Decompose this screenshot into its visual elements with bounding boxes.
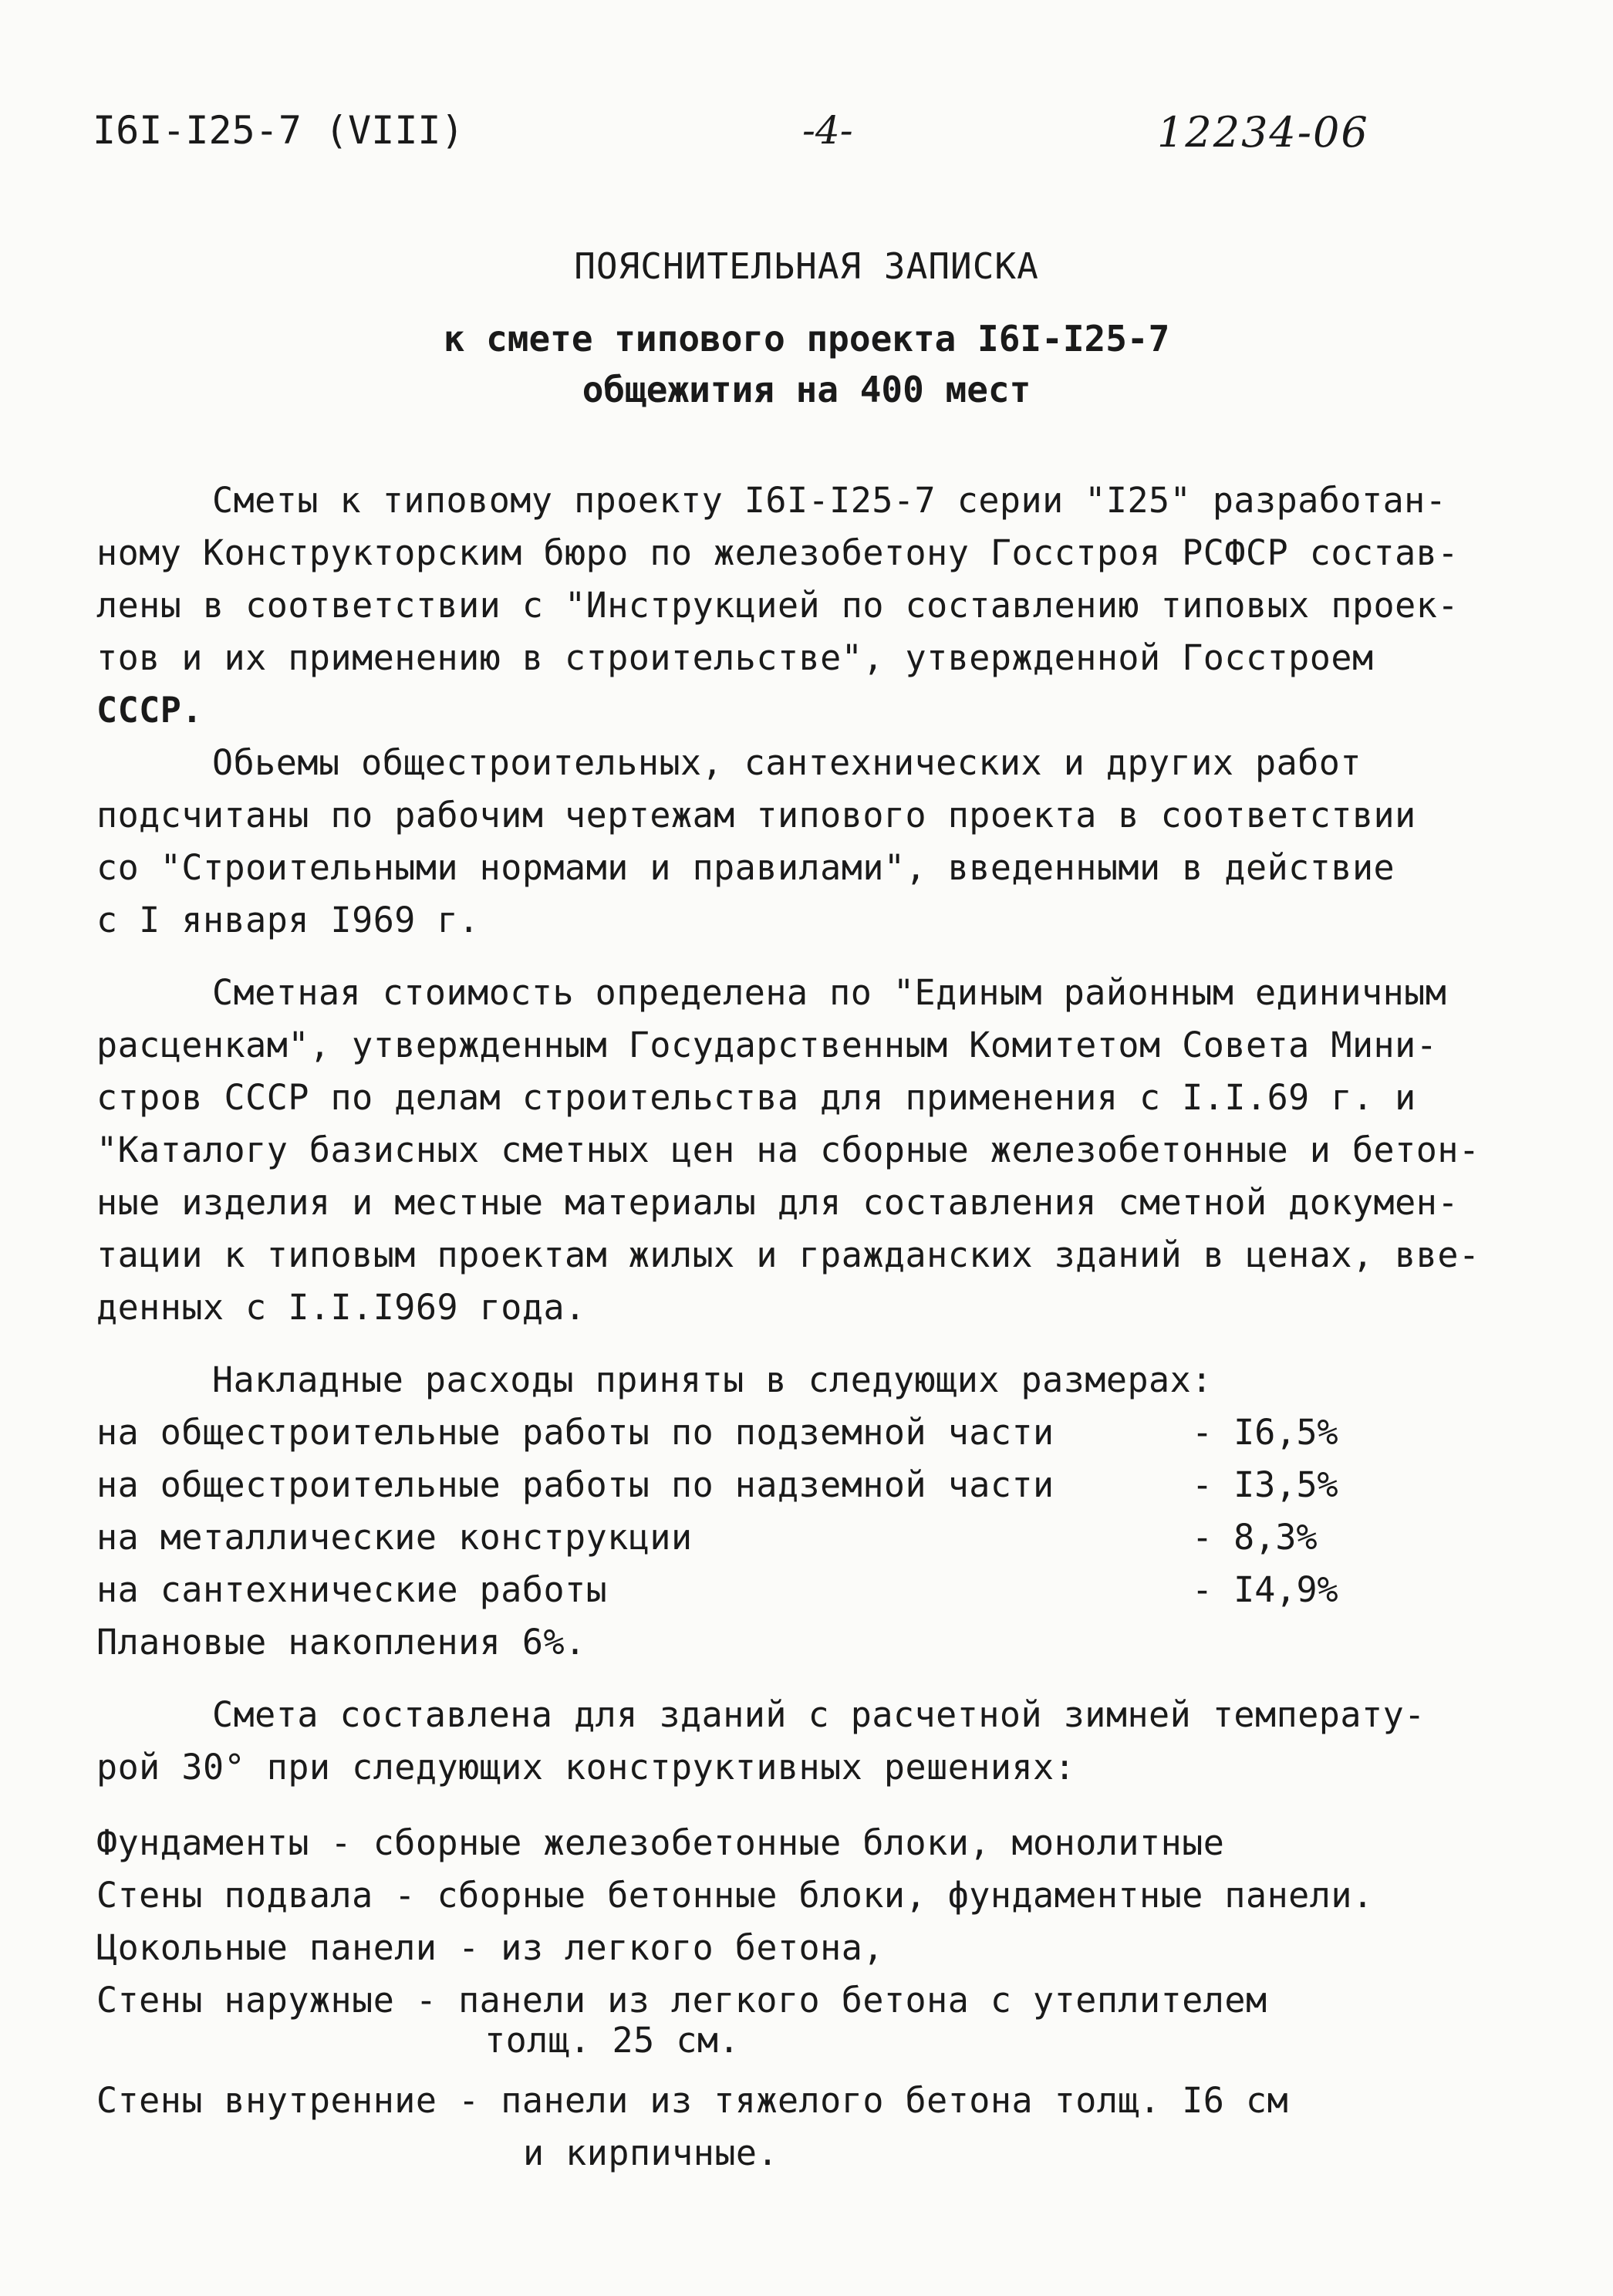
paragraph-line: подсчитаны по рабочим чертежам типового проекта в соответствии <box>96 795 1416 836</box>
sheet-number: -4- <box>802 108 853 153</box>
paragraph-line: тов и их применению в строительстве", утвержденной Госстроем <box>96 637 1374 678</box>
construction-foundation: Фундаменты - сборные железобетонные блоки, монолитные <box>96 1822 1225 1863</box>
paragraph-line: денных с I.I.I969 года. <box>96 1287 586 1328</box>
paragraph-line: тации к типовым проектам жилых и гражданских зданий в ценах, вве- <box>96 1234 1480 1275</box>
paragraph-line: лены в соответствии с "Инструкцией по составлению типовых проек- <box>96 585 1459 626</box>
overhead-value: - I6,5% <box>1192 1412 1338 1453</box>
construction-inner-walls-cont: и кирпичные. <box>523 2132 779 2173</box>
paragraph-line: расценкам", утвержденным Государственным Комитетом Совета Мини- <box>96 1025 1438 1065</box>
overhead-label: на сантехнические работы <box>96 1569 608 1610</box>
paragraph-line: ные изделия и местные материалы для составления сметной докумен- <box>96 1182 1459 1223</box>
document-subtitle: к смете типового проекта I6I-I25-7 <box>443 318 1170 360</box>
overhead-label: на металлические конструкции <box>96 1517 693 1558</box>
paragraph-line: Обьемы общестроительных, сантехнических и других работ <box>212 742 1362 783</box>
paragraph-line: стров СССР по делам строительства для применения с I.I.69 г. и <box>96 1077 1416 1118</box>
paragraph-line: "Каталогу базисных сметных цен на сборные железобетонные и бетон- <box>96 1129 1480 1170</box>
planned-savings: Плановые накопления 6%. <box>96 1622 586 1663</box>
paragraph-line: СССР. <box>96 690 203 731</box>
project-code: I6I-I25-7 (VIII) <box>93 108 464 153</box>
overhead-label: на общестроительные работы по подземной части <box>96 1412 1055 1453</box>
document-number: 12234-06 <box>1157 108 1369 157</box>
document-title: ПОЯСНИТЕЛЬНАЯ ЗАПИСКА <box>574 245 1039 287</box>
construction-basement: Стены подвала - сборные бетонные блоки, фундаментные панели. <box>96 1875 1374 1916</box>
paragraph-line: Смета составлена для зданий с расчетной зимней температу- <box>212 1694 1426 1735</box>
paragraph-line: ному Конструкторским бюро по железобетону Госстроя РСФСР состав- <box>96 532 1459 573</box>
overhead-value: - 8,3% <box>1192 1517 1318 1558</box>
overhead-label: на общестроительные работы по надземной части <box>96 1464 1055 1505</box>
construction-plinth: Цокольные панели - из легкого бетона, <box>96 1927 884 1968</box>
paragraph-line: рой 30° при следующих конструктивных решениях: <box>96 1747 1076 1788</box>
paragraph-line: со "Строительными нормами и правилами", введенными в действие <box>96 847 1395 888</box>
paragraph-line: с I января I969 г. <box>96 900 480 940</box>
construction-outer-walls-cont: толщ. 25 см. <box>484 2020 741 2061</box>
document-subtitle-2: общежития на 400 мест <box>582 369 1031 410</box>
overhead-value: - I4,9% <box>1192 1569 1338 1610</box>
paragraph-line: Сметы к типовому проекту I6I-I25-7 серии "I25" разработан- <box>212 480 1447 521</box>
overheads-intro: Накладные расходы приняты в следующих размерах: <box>212 1359 1213 1400</box>
overhead-value: - I3,5% <box>1192 1464 1338 1505</box>
construction-inner-walls: Стены внутренние - панели из тяжелого бетона толщ. I6 см <box>96 2080 1289 2121</box>
construction-outer-walls: Стены наружные - панели из легкого бетона с утеплителем <box>96 1980 1267 2021</box>
paragraph-line: Сметная стоимость определена по "Единым районным единичным <box>212 972 1447 1013</box>
